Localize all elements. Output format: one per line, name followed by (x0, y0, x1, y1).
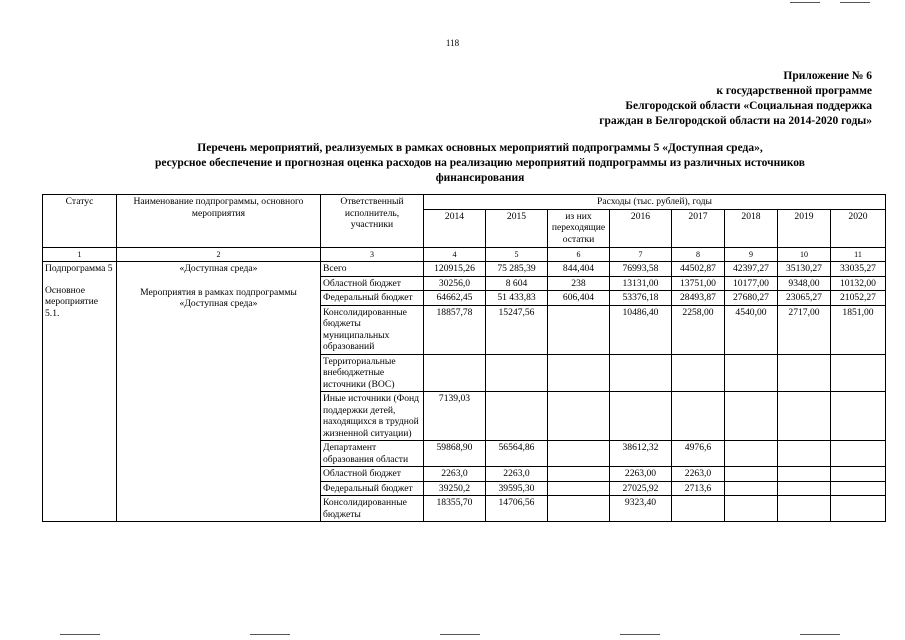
title-line: ресурсное обеспечение и прогнозная оценка расходов на реализацию мероприятий подпрограммы из различных источников (155, 157, 805, 169)
appendix-line: граждан в Белгородской области на 2014-2020 годы» (599, 115, 872, 127)
value-cell: 39250,2 (424, 481, 486, 496)
value-cell (548, 392, 610, 441)
column-index: 8 (672, 247, 725, 262)
header-year-2020: 2020 (831, 209, 886, 247)
value-cell: 33035,27 (831, 262, 886, 277)
value-cell: 51 433,83 (486, 291, 548, 306)
value-cell (548, 467, 610, 482)
value-cell (831, 481, 886, 496)
value-cell: 21052,27 (831, 291, 886, 306)
value-cell: 42397,27 (725, 262, 778, 277)
value-cell (725, 481, 778, 496)
scan-artifact (800, 634, 840, 635)
status-subprogram: Подпрограмма 5 (45, 263, 113, 274)
value-cell (725, 441, 778, 467)
table-body (43, 262, 886, 522)
source-cell: Иные источники (Фонд поддержки детей, находящихся в трудной жизненной ситуации) (321, 392, 424, 441)
value-cell (672, 392, 725, 441)
value-cell: 39595,30 (486, 481, 548, 496)
value-cell: 28493,87 (672, 291, 725, 306)
value-cell (486, 354, 548, 392)
source-cell: Всего (321, 262, 424, 277)
header-year-2016: 2016 (610, 209, 672, 247)
value-cell (548, 305, 610, 354)
value-cell: 18857,78 (424, 305, 486, 354)
value-cell: 14706,56 (486, 496, 548, 522)
header-name: Наименование подпрограммы, основного мероприятия (117, 195, 321, 248)
value-cell: 4976,6 (672, 441, 725, 467)
value-cell (778, 496, 831, 522)
appendix-line: Белгородской области «Социальная поддержка (625, 100, 872, 112)
value-cell: 844,404 (548, 262, 610, 277)
value-cell (548, 481, 610, 496)
value-cell: 2263,0 (486, 467, 548, 482)
header-year-2014: 2014 (424, 209, 486, 247)
column-index: 3 (321, 247, 424, 262)
value-cell: 30256,0 (424, 276, 486, 291)
value-cell (672, 496, 725, 522)
value-cell (725, 467, 778, 482)
value-cell: 2263,00 (610, 467, 672, 482)
name-cell (117, 262, 321, 522)
column-index: 1 (43, 247, 117, 262)
header-expenses: Расходы (тыс. рублей), годы (424, 195, 886, 210)
header-year-2019: 2019 (778, 209, 831, 247)
value-cell: 8 604 (486, 276, 548, 291)
column-index: 5 (486, 247, 548, 262)
value-cell: 13131,00 (610, 276, 672, 291)
source-cell: Областной бюджет (321, 467, 424, 482)
column-index: 7 (610, 247, 672, 262)
title-line: финансирования (435, 172, 525, 184)
value-cell: 120915,26 (424, 262, 486, 277)
value-cell: 15247,56 (486, 305, 548, 354)
source-cell: Федеральный бюджет (321, 481, 424, 496)
value-cell (831, 354, 886, 392)
value-cell (778, 354, 831, 392)
value-cell: 2263,0 (672, 467, 725, 482)
value-cell: 18355,70 (424, 496, 486, 522)
status-main-activity: Основное мероприятие 5.1. (45, 284, 98, 319)
value-cell (725, 392, 778, 441)
value-cell (831, 467, 886, 482)
value-cell: 4540,00 (725, 305, 778, 354)
scan-artifact (620, 634, 660, 635)
value-cell: 23065,27 (778, 291, 831, 306)
value-cell (831, 441, 886, 467)
page-number: 118 (445, 38, 460, 48)
appendix-header (599, 69, 872, 129)
header-year-2018: 2018 (725, 209, 778, 247)
source-cell: Областной бюджет (321, 276, 424, 291)
appendix-line: Приложение № 6 (783, 70, 872, 82)
column-index: 4 (424, 247, 486, 262)
value-cell: 10177,00 (725, 276, 778, 291)
value-cell: 56564,86 (486, 441, 548, 467)
value-cell (548, 441, 610, 467)
value-cell: 2258,00 (672, 305, 725, 354)
value-cell: 13751,00 (672, 276, 725, 291)
source-cell: Территориальные внебюджетные источники (ВОС) (321, 354, 424, 392)
value-cell (610, 392, 672, 441)
value-cell: 59868,90 (424, 441, 486, 467)
title-line: Перечень мероприятий, реализуемых в рамках основных мероприятий подпрограммы 5 «Доступная среда», (197, 142, 763, 154)
value-cell: 76993,58 (610, 262, 672, 277)
status-cell (43, 262, 117, 522)
value-cell: 27680,27 (725, 291, 778, 306)
name-subprogram: «Доступная среда» (179, 263, 258, 274)
budget-table (42, 194, 886, 522)
value-cell (725, 496, 778, 522)
value-cell (778, 441, 831, 467)
scan-artifact (790, 2, 820, 3)
scan-artifact (250, 634, 290, 635)
value-cell: 606,404 (548, 291, 610, 306)
value-cell: 2717,00 (778, 305, 831, 354)
header-year-2015: 2015 (486, 209, 548, 247)
value-cell: 10486,40 (610, 305, 672, 354)
source-cell: Консолидированные бюджеты (321, 496, 424, 522)
header-year-2017: 2017 (672, 209, 725, 247)
value-cell: 38612,32 (610, 441, 672, 467)
value-cell: 75 285,39 (486, 262, 548, 277)
value-cell: 238 (548, 276, 610, 291)
value-cell: 27025,92 (610, 481, 672, 496)
column-index: 10 (778, 247, 831, 262)
column-index: 9 (725, 247, 778, 262)
column-index: 6 (548, 247, 610, 262)
appendix-line: к государственной программе (716, 85, 872, 97)
value-cell: 10132,00 (831, 276, 886, 291)
value-cell (424, 354, 486, 392)
value-cell (610, 354, 672, 392)
document-title (60, 141, 900, 186)
header-carryover: из них переходящие остатки (548, 209, 610, 247)
name-main-activity: Мероприятия в рамках подпрограммы «Доступная среда» (140, 286, 297, 309)
value-cell (725, 354, 778, 392)
value-cell: 53376,18 (610, 291, 672, 306)
value-cell (778, 392, 831, 441)
value-cell (486, 392, 548, 441)
value-cell: 44502,87 (672, 262, 725, 277)
value-cell: 9323,40 (610, 496, 672, 522)
column-index: 11 (831, 247, 886, 262)
value-cell: 35130,27 (778, 262, 831, 277)
value-cell (548, 354, 610, 392)
value-cell: 7139,03 (424, 392, 486, 441)
value-cell (548, 496, 610, 522)
value-cell (672, 354, 725, 392)
header-executor: Ответственный исполнитель, участники (321, 195, 424, 248)
value-cell (831, 392, 886, 441)
value-cell: 2263,0 (424, 467, 486, 482)
source-cell: Консолидированные бюджеты муниципальных образований (321, 305, 424, 354)
value-cell: 1851,00 (831, 305, 886, 354)
value-cell: 9348,00 (778, 276, 831, 291)
value-cell: 2713,6 (672, 481, 725, 496)
value-cell (831, 496, 886, 522)
value-cell: 64662,45 (424, 291, 486, 306)
source-cell: Федеральный бюджет (321, 291, 424, 306)
value-cell (778, 467, 831, 482)
column-index: 2 (117, 247, 321, 262)
source-cell: Департамент образования области (321, 441, 424, 467)
value-cell (778, 481, 831, 496)
header-status: Статус (43, 195, 117, 248)
column-index-row (43, 247, 886, 262)
scan-artifact (440, 634, 480, 635)
scan-artifact (60, 634, 100, 635)
scan-artifact (840, 2, 870, 3)
